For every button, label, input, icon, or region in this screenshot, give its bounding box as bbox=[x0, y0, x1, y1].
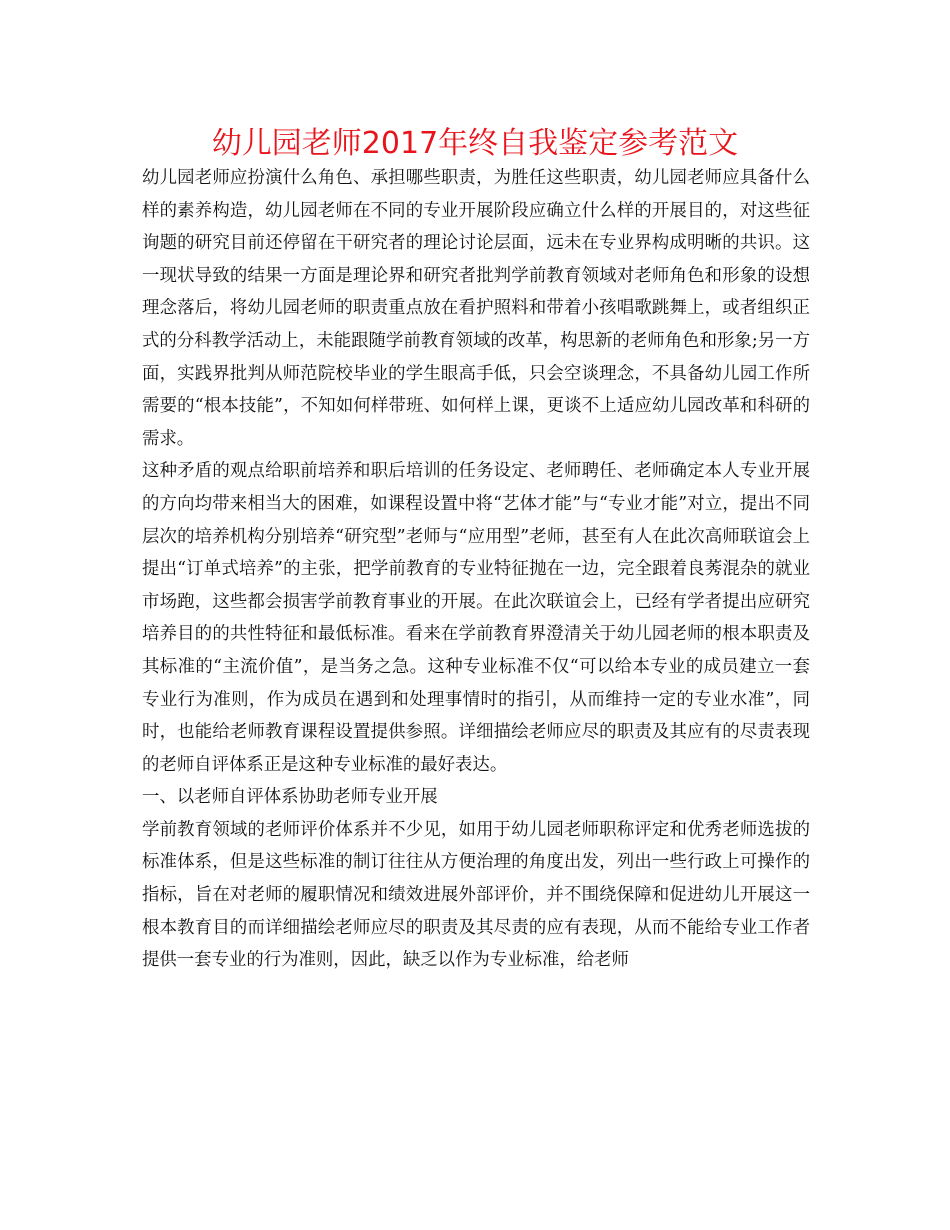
paragraph-1: 幼儿园老师应扮演什么角色、承担哪些职责，为胜任这些职责，幼儿园老师应具备什么样的素养构造，幼儿园老师在不同的专业开展阶段应确立什么样的开展目的，对这些征询题的研究目前还停留在干研究者的理论讨论层面，远未在专业界构成明晰的共识。这一现状导致的结果一方面是理论界和研究者批判学前教育领域对老师角色和形象的设想理念落后，将幼儿园老师的职责重点放在看护照料和带着小孩唱歌跳舞上，或者组织正式的分科教学活动上，未能跟随学前教育领域的改革，构思新的老师角色和形象;另一方面，实践界批判从师范院校毕业的学生眼高手低，只会空谈理念，不具备幼儿园工作所需要的“根本技能”，不知如何样带班、如何样上课，更谈不上适应幼儿园改革和科研的需求。 bbox=[142, 168, 810, 449]
document-title: 幼儿园老师2017年终自我鉴定参考范文 bbox=[211, 126, 739, 161]
document-body bbox=[142, 162, 810, 977]
section-heading: 一、以老师自评体系协助老师专业开展 bbox=[142, 787, 438, 808]
paragraph-2: 这种矛盾的观点给职前培养和职后培训的任务设定、老师聘任、老师确定本人专业开展的方向均带来相当大的困难，如课程设置中将“艺体才能”与“专业才能”对立，提出不同层次的培养机构分别培养“研究型”老师与“应用型”老师，甚至有人在此次高师联谊会上提出“订单式培养”的主张，把学前教育的专业特征抛在一边，完全跟着良莠混杂的就业市场跑，这些都会损害学前教育事业的开展。在此次联谊会上，已经有学者提出应研究培养目的的共性特征和最低标准。看来在学前教育界澄清关于幼儿园老师的根本职责及其标准的“主流价值”，是当务之急。这种专业标准不仅“可以给本专业的成员建立一套专业行为准则，作为成员在遇到和处理事情时的指引，从而维持一定的专业水准”，同时，也能给老师教育课程设置提供参照。详细描绘老师应尽的职责及其应有的尽责表现的老师自评体系正是这种专业标准的最好表达。 bbox=[142, 461, 810, 775]
section-paragraph: 学前教育领域的老师评价体系并不少见，如用于幼儿园老师职称评定和优秀老师选拔的标准体系，但是这些标准的制订往往从方便治理的角度出发，列出一些行政上可操作的指标，旨在对老师的履职情况和绩效进展外部评价，并不围绕保障和促进幼儿开展这一根本教育目的而详细描绘老师应尽的职责及其尽责的应有表现，从而不能给专业工作者提供一套专业的行为准则，因此，缺乏以作为专业标准，给老师 bbox=[142, 819, 810, 971]
